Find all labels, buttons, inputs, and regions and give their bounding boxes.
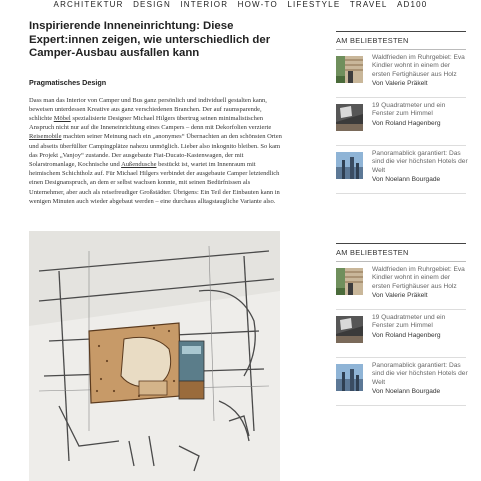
popular-item[interactable] bbox=[336, 98, 466, 146]
popular-thumbnail-room[interactable] bbox=[336, 316, 363, 343]
popular-sidebar-repeat bbox=[336, 243, 466, 406]
nav-link-design[interactable]: DESIGN bbox=[133, 0, 171, 9]
paragraph-text: bestückt ist, wartet im Innenraum mit heimischem Schichtholz auf. Für Michael Hilgers verbindet der ausgebaute Camper letztendlich einen Designanspruch, an dem er selbst wachsen konnte, mit seinen Bedürfnissen als Unternehmer, aber auch als reisefreudiger Großstädter. Übrigens: Ein Teil der Einbauten kann in wenigen Minuten auch wieder abgebaut werden – eine durchaus alltagstaugliche Variante also. bbox=[29, 160, 280, 205]
popular-item-title[interactable]: 19 Quadratmeter und ein Fenster zum Himmel bbox=[372, 314, 446, 330]
popular-item-author: Von Noelann Bourgade bbox=[372, 388, 441, 396]
article-title: Inspirierende Inneneinrichtung: Diese Expert:innen zeigen, wie unterschiedlich der Camper-Ausbau ausfallen kann bbox=[29, 20, 271, 59]
article-subheading: Pragmatisches Design bbox=[29, 77, 107, 87]
popular-item[interactable] bbox=[336, 262, 466, 310]
popular-item[interactable] bbox=[336, 50, 466, 98]
nav-link-how-to[interactable]: HOW-TO bbox=[237, 0, 278, 9]
nav-link-ad100[interactable]: AD100 bbox=[396, 0, 428, 9]
article bbox=[29, 20, 283, 206]
popular-item-title[interactable]: Waldfrieden im Ruhrgebiet: Eva Kindler wohnt in einem der ersten Fertighäuser aus Holz bbox=[372, 266, 465, 290]
popular-item-author: Von Valerie Präkelt bbox=[372, 80, 428, 88]
popular-thumbnail-woodhouse[interactable] bbox=[336, 56, 363, 83]
popular-item-title[interactable]: 19 Quadratmeter und ein Fenster zum Himmel bbox=[372, 102, 446, 118]
link-moebel[interactable]: Möbel bbox=[53, 114, 71, 122]
popular-item-author: Von Roland Hagenberg bbox=[372, 331, 441, 339]
popular-sidebar bbox=[336, 31, 466, 194]
link-reisemobile[interactable]: Reisemobile bbox=[29, 133, 62, 141]
top-navigation bbox=[0, 0, 481, 9]
sidebar-heading: AM BELIEBTESTEN bbox=[336, 243, 466, 262]
paragraph-text: Dass man das Interior von Camper und Bus ganz persönlich und individuell gestalten kann, beweisen unterdessen Kreative aus ganz verschiedenen Branchen. Der auf raumsparende, schlichte bbox=[29, 96, 267, 122]
popular-item-title[interactable]: Waldfrieden im Ruhrgebiet: Eva Kindler wohnt in einem der ersten Fertighäuser aus Holz bbox=[372, 54, 465, 78]
article-paragraph bbox=[29, 96, 283, 206]
popular-thumbnail-skyline[interactable] bbox=[336, 364, 363, 391]
popular-item-author: Von Roland Hagenberg bbox=[372, 119, 441, 127]
article-image-camper-sketch bbox=[29, 231, 280, 481]
link-aussendusche[interactable]: Außendusche bbox=[121, 160, 157, 168]
nav-link-architektur[interactable]: ARCHITEKTUR bbox=[53, 0, 124, 9]
nav-link-interior[interactable]: INTERIOR bbox=[180, 0, 229, 9]
popular-item[interactable] bbox=[336, 146, 466, 194]
popular-thumbnail-woodhouse[interactable] bbox=[336, 268, 363, 295]
popular-item-author: Von Noelann Bourgade bbox=[372, 176, 441, 184]
sidebar-heading: AM BELIEBTESTEN bbox=[336, 31, 466, 50]
popular-item[interactable] bbox=[336, 310, 466, 358]
popular-item-author: Von Valerie Präkelt bbox=[372, 292, 428, 300]
popular-item-title[interactable]: Panoramablick garantiert: Das sind die vier höchsten Hotels der Welt bbox=[372, 150, 468, 174]
paragraph-text: machten seiner Meinung nach ein „anonymes“ Übernachten an den schönsten Orten und abseits überfüllter Campingplätze nahezu unmöglich. Lieber also inkognito bleiben. So kam das Projekt „Vanjoy“ zustande. Der ausgebaute Fiat-Ducato-Kastenwagen, der mit Solarstromanlage, Kochnische und bbox=[29, 133, 282, 168]
nav-link-travel[interactable]: TRAVEL bbox=[349, 0, 388, 9]
popular-thumbnail-skyline[interactable] bbox=[336, 152, 363, 179]
popular-item[interactable] bbox=[336, 358, 466, 406]
nav-link-lifestyle[interactable]: LIFESTYLE bbox=[287, 0, 341, 9]
popular-item-title[interactable]: Panoramablick garantiert: Das sind die vier höchsten Hotels der Welt bbox=[372, 362, 468, 386]
paragraph-text: spezialisierte Designer Michael Hilgers übertrug seinen minimalistischen Anspruch nicht nur auf die Inneneinrichtung eines Campers – denn mit Dekorfolien verzierte bbox=[29, 114, 272, 132]
popular-thumbnail-room[interactable] bbox=[336, 104, 363, 131]
